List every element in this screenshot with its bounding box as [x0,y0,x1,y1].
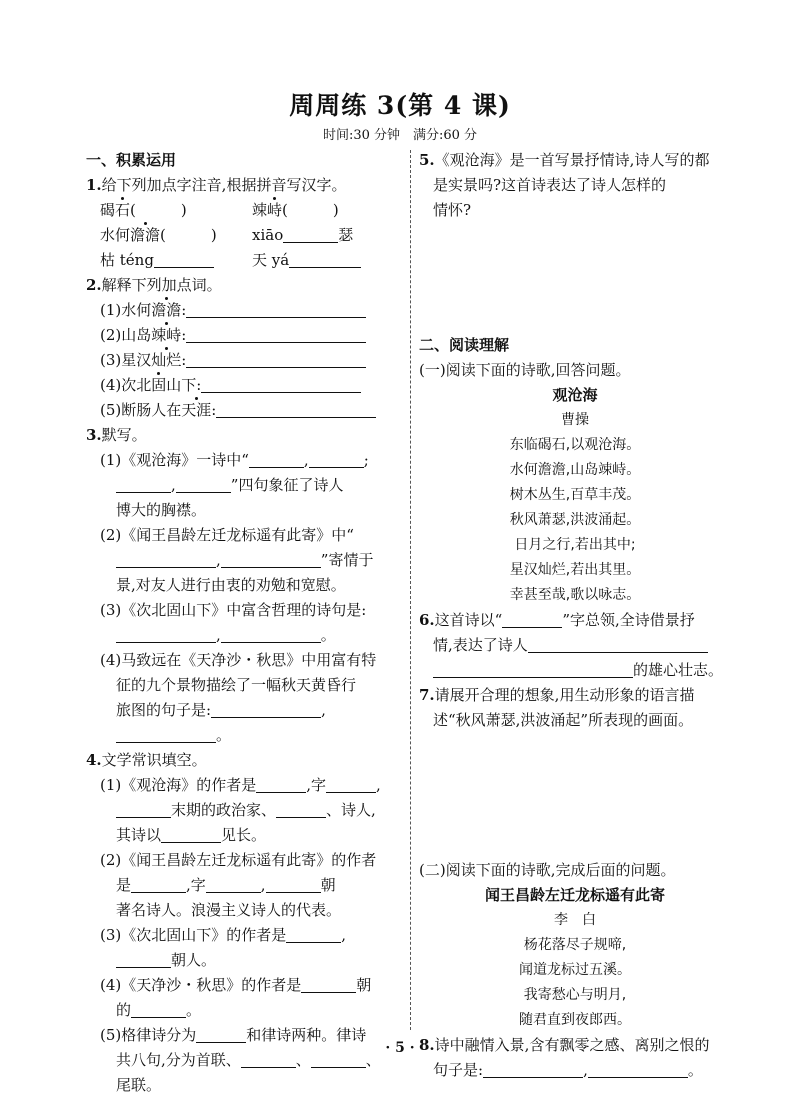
question-6: 6.这首诗以“ ”字总领,全诗借景抒 [419,611,695,629]
answer-blank[interactable] [433,660,633,678]
question-4-line: 末期的政治家、 、诗人, [86,798,404,823]
question-3-line: 景,对友人进行由衷的劝勉和宽慰。 [116,576,346,594]
question-number: 4. [86,751,102,769]
question-3-prompt [86,423,404,448]
exam-info: 时间:30 分钟 满分:60 分 [322,128,478,143]
question-3-line: 博大的胸襟。 [116,501,207,519]
part-1-intro: (一)阅读下面的诗歌,回答问题。 [419,361,631,379]
answer-blank[interactable] [249,450,304,468]
section-heading-accumulation: 一、积累运用 [86,151,177,169]
question-4-line: 是 ,字 , 朝 [116,876,336,894]
answer-blank[interactable] [186,300,366,318]
answer-blank[interactable] [588,1060,688,1078]
question-1-row-1 [86,198,404,223]
answer-blank[interactable] [483,1060,583,1078]
answer-space[interactable] [419,223,731,333]
question-4-line: 其诗以 见长。 [116,826,267,844]
poem-line: 树木丛生,百草丰茂。 [509,487,641,503]
question-4-line: 的 。 [116,1001,202,1019]
poem-line: 秋风萧瑟,洪波涌起。 [509,512,641,528]
answer-blank[interactable] [176,475,231,493]
poem-line: 日月之行,若出其中; [514,537,636,553]
question-4-line: (4)《天净沙・秋思》的作者是 朝 [100,976,372,994]
question-6-line: 的雄心壮志。 [419,658,731,683]
answer-blank[interactable] [186,325,366,343]
question-4-line: 朝人。 [86,948,404,973]
part-2-intro: (二)阅读下面的诗歌,完成后面的问题。 [419,861,676,879]
answer-blank[interactable] [216,400,376,418]
poem-line: 星汉灿烂,若出其里。 [509,562,641,578]
answer-blank[interactable] [116,800,171,818]
answer-blank[interactable] [131,875,186,893]
question-3-line: (3)《次北固山下》中富含哲理的诗句是: [100,601,367,619]
answer-blank[interactable] [301,975,356,993]
question-text: 给下列加点字注音,根据拼音写汉字。 [101,176,347,194]
poem-author: 曹操 [561,412,589,428]
question-4-line: 著名诗人。浪漫主义诗人的代表。 [116,901,342,919]
question-3-line: , ”四句象征了诗人 [86,473,404,498]
question-4-line: (3)《次北固山下》的作者是 , [100,926,347,944]
question-4-prompt [86,748,404,773]
answer-blank[interactable] [116,550,216,568]
page-title: 周周练 3(第 4 课) [289,91,511,120]
question-7 [419,683,731,708]
question-text: 《观沧海》是一首写景抒情诗,诗人写的都 [434,151,710,169]
question-text: 文学常识填空。 [101,751,207,769]
question-6-line: 情,表达了诗人 [419,633,731,658]
question-number: 1. [86,176,102,194]
hanzi-item: 枯 téng [100,248,252,273]
question-4-line: 尾联。 [116,1076,162,1094]
answer-blank[interactable] [309,450,364,468]
answer-blank[interactable] [201,375,361,393]
poem-line: 随君直到夜郎西。 [519,1012,631,1028]
left-column [86,148,404,1098]
question-3-line: 。 [86,723,404,748]
answer-blank[interactable] [286,925,341,943]
poem-line: 水何澹澹,山岛竦峙。 [509,462,641,478]
answer-space[interactable] [419,733,731,858]
question-2-item: (5)断肠人在天涯: [86,398,404,423]
question-1-row-2 [86,223,404,248]
answer-blank[interactable] [266,875,321,893]
question-8-line: 句子是: , 。 [433,1061,703,1079]
answer-blank[interactable] [221,550,321,568]
question-text: 诗中融情入景,含有飘零之感、离别之恨的 [434,1036,710,1054]
poem-line: 我寄愁心与明月, [523,987,627,1003]
poem-line: 东临碣石,以观沧海。 [509,437,641,453]
question-3-line: 旅图的句子是: , [116,701,326,719]
question-4-line: (5)格律诗分为 和律诗两种。律诗 [100,1026,367,1044]
answer-blank[interactable] [276,800,326,818]
question-5 [419,148,731,173]
answer-blank[interactable] [283,225,338,243]
answer-blank[interactable] [502,610,562,628]
question-3-line: , 。 [86,623,404,648]
poem-title: 观沧海 [552,386,598,404]
pinyin-item: 碣石( ) [100,201,187,219]
answer-blank[interactable] [326,775,376,793]
question-2-item: (4)次北固山下: [86,373,404,398]
question-2-item: (1)水何澹澹: [86,298,404,323]
question-2-prompt [86,273,404,298]
answer-blank[interactable] [116,725,216,743]
question-3-line: 征的九个景物描绘了一幅秋天黄昏行 [116,676,357,694]
page-number: · 5 · [385,1040,415,1056]
question-1-row-3 [86,248,404,273]
pinyin-item: 水何澹澹( ) [100,226,217,244]
hanzi-item: xiāo 瑟 [252,226,354,244]
question-4-line: 共八句,分为首联、 、 、 [116,1051,381,1069]
question-number: 3. [86,426,102,444]
answer-blank[interactable] [131,1000,186,1018]
answer-blank[interactable] [186,350,366,368]
question-4-line: (1)《观沧海》的作者是 ,字 , [100,776,381,794]
question-number: 5. [419,151,435,169]
hanzi-item: 天 yá [252,248,361,273]
question-number: 8. [419,1036,435,1054]
answer-blank[interactable] [206,875,261,893]
answer-blank[interactable] [116,950,171,968]
question-1-prompt [86,173,404,198]
question-text: 解释下列加点词。 [101,276,222,294]
question-5-line: 情怀? [433,201,472,219]
poem-title: 闻王昌龄左迁龙标遥有此寄 [484,886,665,904]
question-4-line: (2)《闻王昌龄左迁龙标遥有此寄》的作者 [100,851,377,869]
answer-blank[interactable] [528,635,708,653]
pinyin-item: 竦峙( ) [252,201,339,219]
question-number: 7. [419,686,435,704]
question-3-line: (4)马致远在《天净沙・秋思》中用富有特 [100,651,377,669]
poem-line: 杨花落尽子规啼, [523,937,627,953]
answer-blank[interactable] [256,775,306,793]
question-3-line: , ”寄情于 [86,548,404,573]
question-3-line: (1)《观沧海》一诗中“ , ; [100,451,369,469]
question-text: 请展开合理的想象,用生动形象的语言描 [434,686,695,704]
question-2-item: (3)星汉灿烂: [86,348,404,373]
question-3-line: (2)《闻王昌龄左迁龙标遥有此寄》中“ [100,526,354,544]
answer-blank[interactable] [161,825,221,843]
answer-blank[interactable] [221,625,321,643]
question-5-line: 是实景吗?这首诗表达了诗人怎样的 [433,176,667,194]
answer-blank[interactable] [154,250,214,268]
poem-author: 李 白 [554,912,596,928]
answer-blank[interactable] [211,700,321,718]
poem-line: 幸甚至哉,歌以咏志。 [509,587,641,603]
question-text: 默写。 [101,426,147,444]
answer-blank[interactable] [116,475,171,493]
question-number: 2. [86,276,102,294]
answer-blank[interactable] [116,625,216,643]
answer-blank[interactable] [289,250,361,268]
poem-line: 闻道龙标过五溪。 [519,962,631,978]
right-column [419,148,731,1083]
question-7-line: 述“秋风萧瑟,洪波涌起”所表现的画面。 [433,711,694,729]
section-heading-reading: 二、阅读理解 [419,336,510,354]
column-divider [410,150,411,1030]
question-2-item: (2)山岛竦峙: [86,323,404,348]
question-number: 6. [419,611,435,629]
